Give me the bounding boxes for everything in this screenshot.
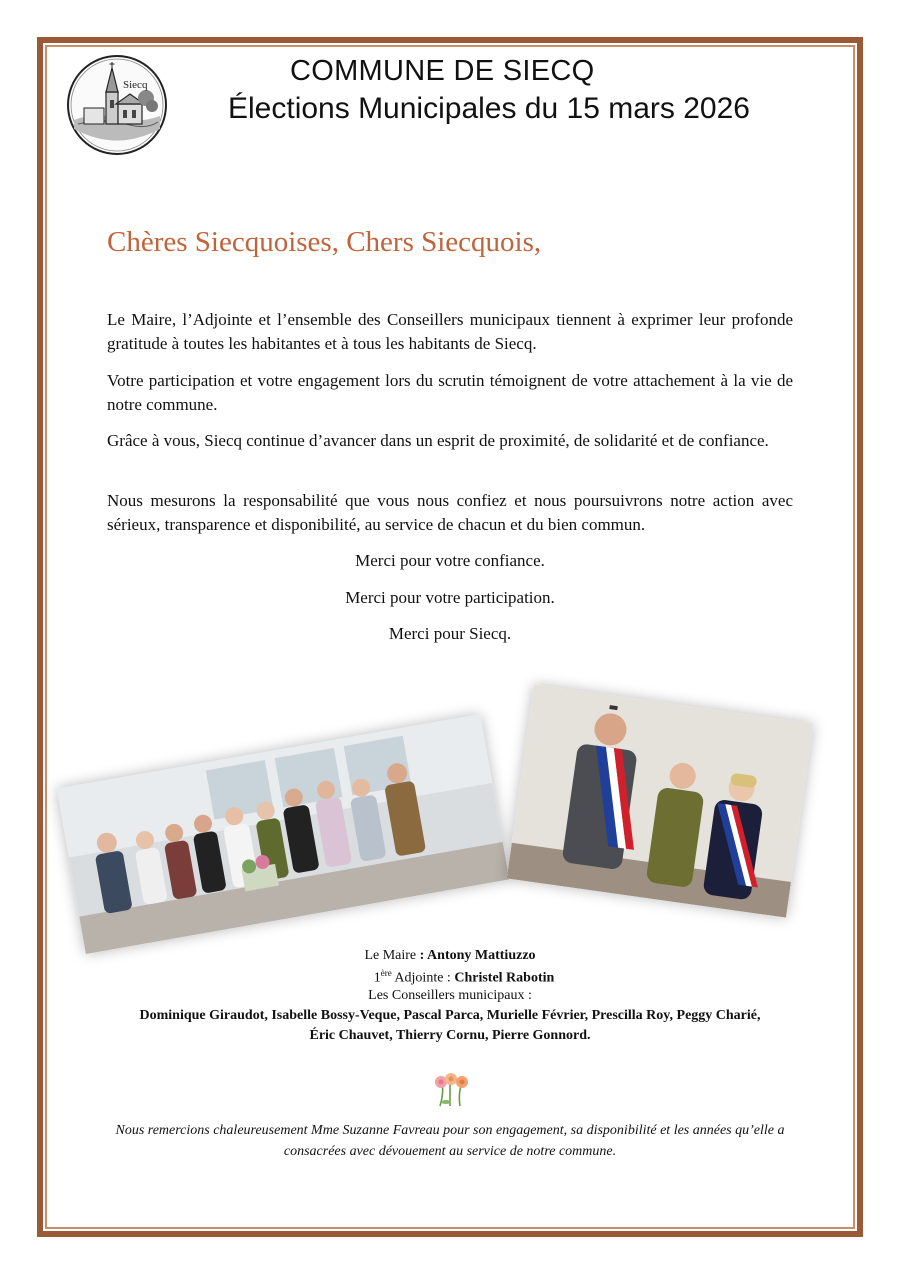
merci-siecq: Merci pour Siecq. (388, 624, 512, 643)
merci-confiance: Merci pour votre confiance. (355, 551, 545, 570)
greeting: Chères Siecquoises, Chers Siecquois, (107, 226, 542, 258)
flower-bouquet-icon (428, 1072, 474, 1108)
paragraph-4: Nous mesurons la responsabilité que vous nous confiez et nous poursuivrons notre action avec sérieux, transparence et disponibilité, au service de chacun et du bien commun. (107, 491, 793, 534)
adjointe-number: 1 (373, 970, 381, 986)
adjointe-superscript: ère (380, 968, 392, 978)
conseillers-names-2: Éric Chauvet, Thierry Cornu, Pierre Gonnord. (309, 1028, 591, 1043)
merci-participation: Merci pour votre participation. (345, 588, 555, 607)
maire-name: : Antony Mattiuzzo (419, 948, 536, 963)
logo-label: Siecq (123, 79, 148, 91)
paragraph-2: Votre participation et votre engagement lors du scrutin témoignent de votre attachement à la vie de notre commune. (107, 371, 793, 414)
church-sketch-logo (66, 54, 168, 156)
thanks-note: Nous remercions chaleureusement Mme Suzanne Favreau pour son engagement, sa disponibilité et les années qu’elle a consacrées avec dévouement au service de notre commune. (115, 1123, 785, 1159)
adjointe-name: Christel Rabotin (454, 970, 555, 986)
conseillers-label: Les Conseillers municipaux : (368, 988, 532, 1003)
header-commune-title: COMMUNE DE SIECQ (290, 55, 595, 87)
header-election-title: Élections Municipales du 15 mars 2026 (228, 92, 750, 125)
paragraph-3: Grâce à vous, Siecq continue d’avancer dans un esprit de proximité, de solidarité et de confiance. (107, 431, 769, 450)
maire-label: Le Maire (364, 948, 417, 963)
credit-adjointe (0, 968, 900, 987)
paragraph-1: Le Maire, l’Adjointe et l’ensemble des Conseillers municipaux tiennent à exprimer leur profonde gratitude à toutes les habitantes et à tous les habitants de Siecq. (107, 310, 793, 353)
adjointe-label: Adjointe : (391, 970, 455, 986)
mayor-photo (507, 684, 814, 917)
credit-maire (0, 948, 900, 964)
conseillers-names-1: Dominique Giraudot, Isabelle Bossy-Veque, Pascal Parca, Murielle Février, Prescilla Roy, Peggy Charié, (139, 1008, 761, 1023)
